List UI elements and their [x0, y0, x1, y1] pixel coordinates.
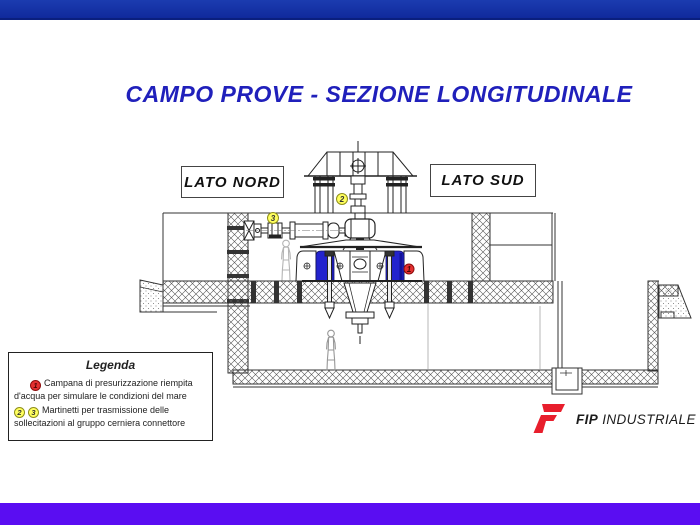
legend-entry: 2 3 Martinetti per trasmissione delle sollecitazioni al gruppo cerniera connettore: [14, 404, 186, 428]
connector-cone: [344, 283, 376, 344]
label-lato-nord: LATO NORD: [181, 166, 284, 198]
foundation: [140, 213, 691, 394]
svg-text:1: 1: [406, 265, 412, 274]
svg-text:3: 3: [270, 214, 276, 223]
badge-3-icon: [268, 213, 279, 224]
fip-logo: [531, 401, 699, 437]
badge-3-icon: 3: [28, 407, 39, 418]
right-upper-wall: [472, 213, 490, 281]
fip-logo-icon: [531, 404, 569, 434]
badge-2-icon: [337, 194, 348, 205]
legend-title: Legenda: [85, 358, 136, 372]
legend-entry: 1 Campana di presurizzazione riempita d'acqua per simulare le condizioni del mare: [14, 378, 193, 402]
badge-1-icon: 1: [30, 380, 41, 391]
fip-logo-text: FIP INDUSTRIALE: [576, 411, 696, 427]
legend: [8, 352, 213, 441]
pit-right-wall: [648, 281, 658, 371]
badge-1-icon: [404, 264, 414, 274]
pit-pipes: [558, 281, 562, 374]
horizontal-jack: [244, 221, 352, 240]
page-title: CAMPO PROVE - SEZIONE LONGITUDINALE: [125, 81, 633, 107]
vertical-jack: [350, 176, 366, 219]
label-lato-sud: LATO SUD: [430, 164, 536, 197]
svg-text:2: 2: [339, 195, 345, 204]
person-figure-upper: [282, 240, 291, 280]
badge-2-icon: 2: [14, 407, 25, 418]
sump-box: [552, 368, 582, 394]
basement-floor: [233, 370, 658, 384]
bottom-bar: [0, 503, 700, 525]
person-figure-basement: [327, 330, 336, 370]
